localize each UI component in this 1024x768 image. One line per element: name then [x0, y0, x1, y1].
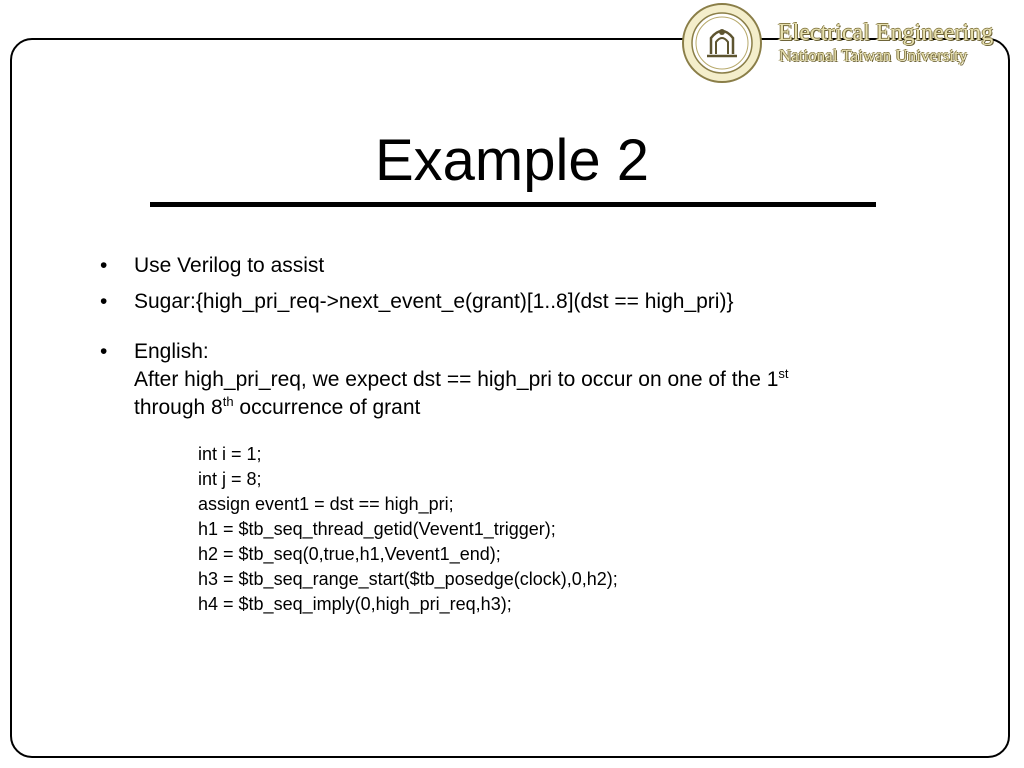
- brand-block: [778, 20, 993, 66]
- bullet-list: [96, 252, 976, 422]
- code-line: h2 = $tb_seq(0,true,h1,Vevent1_end);: [198, 544, 501, 564]
- university-seal-logo: [681, 2, 763, 84]
- title-underline: [150, 202, 876, 207]
- brand-department: Electrical Engineering: [778, 20, 994, 46]
- code-line: h4 = $tb_seq_imply(0,high_pri_req,h3);: [198, 594, 512, 614]
- code-line: assign event1 = dst == high_pri;: [198, 494, 454, 514]
- code-line: h1 = $tb_seq_thread_getid(Vevent1_trigger);: [198, 519, 556, 539]
- english-line-1: After high_pri_req, we expect dst == high_pri to occur on one of the 1st: [134, 366, 789, 391]
- bullet-dot: •: [100, 290, 108, 313]
- bullet-english: [96, 338, 976, 422]
- slide-title: Example 2: [374, 128, 650, 193]
- code-line: int i = 1;: [198, 444, 262, 464]
- bullet-sugar: [96, 288, 976, 316]
- code-line: int j = 8;: [198, 469, 262, 489]
- bullet-dot: •: [100, 340, 108, 363]
- bullet-dot: •: [100, 254, 108, 277]
- bullet-text: Sugar:{high_pri_req->next_event_e(grant)[1..8](dst == high_pri)}: [134, 290, 734, 313]
- english-line-2: through 8th occurrence of grant: [134, 394, 421, 419]
- english-heading: English:: [134, 340, 209, 363]
- bullet-use-verilog: [96, 252, 976, 280]
- code-block: [198, 442, 618, 617]
- brand-university: National Taiwan University: [779, 46, 968, 65]
- bullet-text: Use Verilog to assist: [134, 254, 325, 277]
- code-line: h3 = $tb_seq_range_start($tb_posedge(clock),0,h2);: [198, 569, 618, 589]
